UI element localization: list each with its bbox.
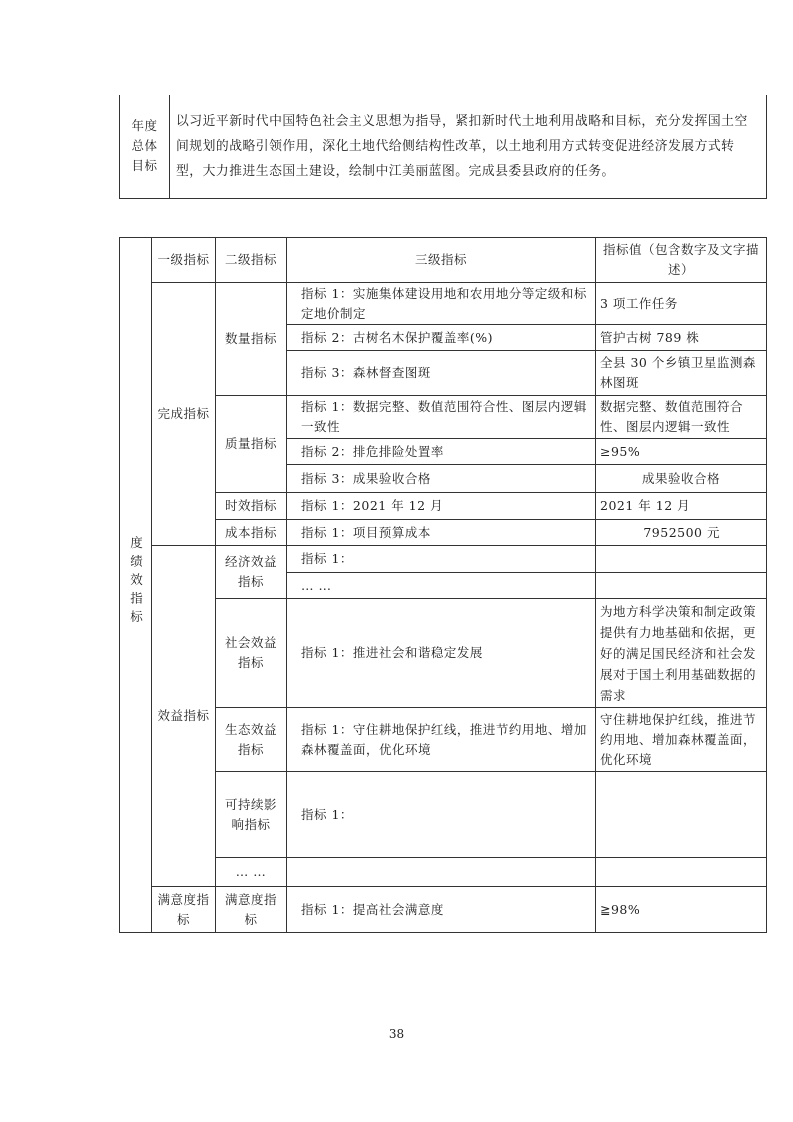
indicator-cell: 指标 1：提高社会满意度 <box>287 887 596 933</box>
value-cell: 管护古树 789 株 <box>596 325 767 351</box>
sustainable-label: 可持续影响指标 <box>216 772 287 858</box>
indicator-cell: 指标 1：2021 年 12 月 <box>287 493 596 520</box>
timeliness-label: 时效指标 <box>216 493 287 520</box>
cost-label: 成本指标 <box>216 520 287 546</box>
value-cell: 3 项工作任务 <box>596 283 767 325</box>
value-cell <box>596 546 767 573</box>
value-cell <box>596 772 767 858</box>
indicator-cell: 指标 1：推进社会和谐稳定发展 <box>287 599 596 708</box>
indicator-cell: 指标 1：项目预算成本 <box>287 520 596 546</box>
indicator-cell: 指标 1： <box>287 546 596 573</box>
header-level3: 三级指标 <box>287 238 596 283</box>
value-cell: ≥95% <box>596 439 767 465</box>
satisfaction-label: 满意度指标 <box>152 887 216 933</box>
indicator-cell <box>287 858 596 887</box>
value-cell: 2021 年 12 月 <box>596 493 767 520</box>
social-label: 社会效益指标 <box>216 599 287 708</box>
value-cell: 全县 30 个乡镇卫星监测森林图斑 <box>596 351 767 396</box>
ecological-label: 生态效益指标 <box>216 708 287 772</box>
annual-goal-label: 年度 总体 目标 <box>120 95 170 198</box>
value-cell: ≧98% <box>596 887 767 933</box>
value-cell: 7952500 元 <box>596 520 767 546</box>
value-cell: 为地方科学决策和制定政策提供有力地基础和依据，更好的满足国民经济和社会发展对于国土利用基础数据的需求 <box>596 599 767 708</box>
quantity-label: 数量指标 <box>216 283 287 396</box>
indicator-cell: 指标 3：成果验收合格 <box>287 465 596 493</box>
value-cell <box>596 858 767 887</box>
satisfaction-sub-label: 满意度指标 <box>216 887 287 933</box>
indicator-cell: 指标 1：数据完整、数值范围符合性、图层内逻辑一致性 <box>287 396 596 439</box>
quality-label: 质量指标 <box>216 396 287 493</box>
indicator-cell: 指标 1：实施集体建设用地和农用地分等定级和标定地价制定 <box>287 283 596 325</box>
header-level1: 一级指标 <box>152 238 216 283</box>
indicator-cell: 指标 1：守住耕地保护红线，推进节约用地、增加森林覆盖面，优化环境 <box>287 708 596 772</box>
benefit-label: 效益指标 <box>152 546 216 887</box>
indicator-cell: 指标 1： <box>287 772 596 858</box>
page-number: 38 <box>388 1027 405 1041</box>
completion-label: 完成指标 <box>152 283 216 546</box>
indicator-cell: … … <box>287 573 596 599</box>
indicator-cell: 指标 3：森林督查图斑 <box>287 351 596 396</box>
header-level2: 二级指标 <box>216 238 287 283</box>
header-value: 指标值（包含数字及文字描述） <box>596 238 767 283</box>
value-cell: 数据完整、数值范围符合性、图层内逻辑一致性 <box>596 396 767 439</box>
value-cell: 守住耕地保护红线，推进节约用地、增加森林覆盖面，优化环境 <box>596 708 767 772</box>
annual-goal-table <box>119 95 767 199</box>
more-label: … … <box>216 858 287 887</box>
indicator-cell: 指标 2：古树名木保护覆盖率(%) <box>287 325 596 351</box>
value-cell <box>596 573 767 599</box>
annual-goal-text: 以习近平新时代中国特色社会主义思想为指导，紧扣新时代土地利用战略和目标，充分发挥国土空间规划的战略引领作用，深化土地代给侧结构性改革，以土地利用方式转变促进经济发展方式转型，大力推进生态国土建设，绘制中江美丽蓝图。完成县委县政府的任务。 <box>170 95 767 198</box>
value-cell: 成果验收合格 <box>596 465 767 493</box>
performance-side-label: 度绩效指标 <box>120 238 152 933</box>
performance-indicator-table <box>119 237 767 933</box>
economic-label: 经济效益指标 <box>216 546 287 599</box>
indicator-cell: 指标 2：排危排险处置率 <box>287 439 596 465</box>
